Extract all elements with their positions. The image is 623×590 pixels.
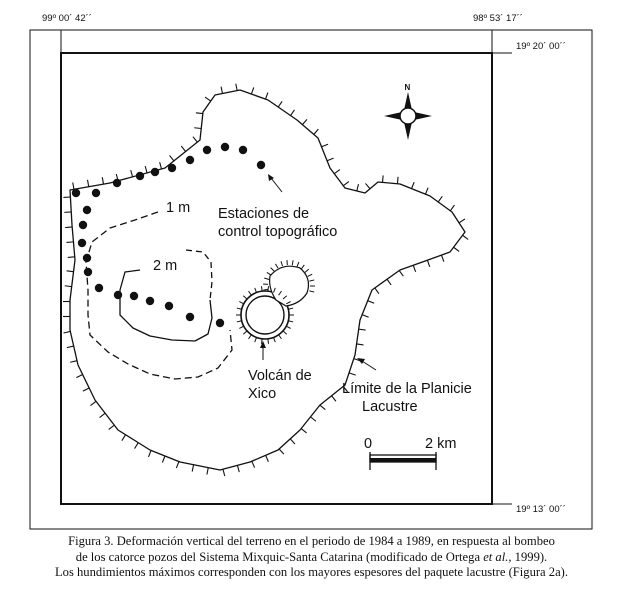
station-dot [84,268,92,276]
volcano-arrow [260,341,266,360]
limit-hachure-tick [236,84,237,91]
station-dot [257,161,265,169]
limit-arrow [357,358,376,370]
limit-hachure-tick [327,158,333,161]
limit-label-line2: Lacustre [362,399,418,415]
scale-end-label: 2 km [425,436,457,452]
limit-hachure-tick [412,182,415,188]
limit-hachure-tick [65,286,72,287]
contour-1m-label: 1 m [166,200,191,216]
station-dot [130,292,138,300]
limit-hachure-tick [67,346,74,348]
station-dot [221,143,229,151]
xico-volcano [236,260,315,344]
volcano-secondary-cone [270,266,309,306]
volcano-hachure-tick [271,268,275,272]
station-dot [83,206,91,214]
limit-hachure-tick [343,182,349,186]
station-dot [186,156,194,164]
limit-hachure-tick [131,170,133,177]
scale-bar [364,436,456,470]
station-dot [151,168,159,176]
caption-line-2 [0,550,623,566]
volcano-hachure-tick [275,264,278,268]
limit-hachure-tick [67,271,74,272]
limit-hachure-tick [357,344,364,345]
station-dot [114,291,122,299]
limit-hachure-tick [83,388,89,391]
limit-hachure-tick [362,315,368,318]
limit-hachure-tick [76,375,82,378]
limit-hachure-tick [192,465,193,472]
caption-line-1: Figura 3. Deformación vertical del terreno en el periodo de 1984 a 1989, en respuesta al bombeo [68,534,555,548]
station-dot [83,254,91,262]
figure-caption [0,534,623,581]
limit-hachure-tick [438,196,442,202]
limit-hachure-tick [413,265,415,272]
limit-hachure-tick [135,443,139,449]
north-arrow [384,83,432,140]
limit-hachure-tick [70,361,77,363]
limit-hachure-tick [181,146,185,151]
north-label: N [404,83,411,92]
limit-hachures [63,84,468,476]
limit-hachure-tick [102,177,103,184]
station-dot [239,146,247,154]
limit-hachure-tick [375,288,379,294]
limit-hachure-tick [359,329,366,330]
volcano-hachure-tick [243,331,247,334]
scale-bar-fill [370,458,436,462]
limit-hachure-tick [176,462,179,468]
volcano-hachure-tick [274,337,276,342]
limit-hachure-tick [205,97,211,101]
figure-frame [30,30,592,529]
limit-hachure-tick [88,180,89,187]
volcano-hachure-tick [297,262,299,267]
limit-hachure-tick [302,119,307,124]
limit-hachure-tick [193,137,197,142]
volcano-label-line1: Volcán de [248,368,312,384]
limit-hachure-tick [332,396,336,401]
limit-hachure-tick [301,429,306,433]
limit-hachure-tick [100,413,106,417]
limit-hachure-tick [314,129,319,134]
limit-hachure-tick [454,247,460,251]
limit-hachure-tick [427,260,429,267]
volcano-hachure-tick [262,286,263,291]
limit-hachure-tick [160,162,162,169]
limit-hachure-tick [66,242,73,243]
station-dot [78,239,86,247]
volcano-hachure-tick [288,308,293,309]
station-dot [146,297,154,305]
station-dot [72,189,80,197]
caption-line-2-italic: et al., [483,549,512,564]
stations-arrow [268,174,282,192]
station-dot [136,172,144,180]
volcano-hachure-tick [249,335,252,339]
volcano-hachure-tick [283,331,287,334]
limit-hachure-tick [266,455,269,461]
volcano-hachure-tick [286,326,290,328]
station-dot [165,302,173,310]
limit-hachure-tick [441,255,443,262]
limit-hachure-tick [223,469,225,476]
limit-hachure-tick [237,465,239,472]
volcano-hachure-tick [237,321,242,322]
limit-hachure-tick [252,461,255,467]
station-dot [203,146,211,154]
limit-hachure-tick [279,449,284,454]
limit-hachure-tick [278,101,282,107]
limit-hachure-tick [397,177,398,184]
limit-hachure-tick [368,301,374,304]
limit-hachure-tick [291,110,295,116]
station-dot [186,313,194,321]
limit-hachure-tick [322,144,328,147]
caption-line-2-a: de los catorce pozos del Sistema Mixquic-Santa Catarina (modificado de Ortega [75,549,484,564]
volcano-hachure-tick [255,337,257,342]
coord-right-bottom: 19º 13´ 00´´ [516,504,566,515]
volcano-hachure-tick [255,288,257,293]
volcano-hachure-tick [239,302,243,304]
limit-hachure-tick [221,87,222,94]
scale-start-label: 0 [364,436,373,452]
volcano-hachure-tick [301,265,304,269]
limit-hachure-tick [251,87,253,94]
volcano-hachure-tick [305,269,309,272]
volcano-hachure-tick [309,280,314,281]
coord-top-right: 98º 53´ 17´´ [473,13,523,24]
volcano-hachure-tick [239,326,243,328]
limit-hachure-tick [65,227,72,228]
volcano-hachure-tick [268,339,269,344]
station-dot [92,189,100,197]
limit-hachure-tick [365,183,370,188]
limit-hachure-tick [320,405,325,409]
volcano-hachure-tick [262,339,263,344]
limit-hachure-tick [194,128,201,129]
limit-hachure-tick [290,439,295,444]
volcano-hachure-tick [243,296,247,299]
limit-hachure-tick [162,456,165,462]
volcano-hachure-tick [249,291,252,295]
volcano-hachure-tick [279,335,282,339]
limit-label-line1: Límite de la Planicie [342,381,472,397]
limit-hachure-tick [196,113,203,114]
limit-hachure-tick [310,417,315,421]
limit-hachure-tick [122,435,126,441]
volcano-hachure-tick [268,286,269,291]
volcano-hachure-tick [308,274,312,276]
station-dot [168,164,176,172]
stations-label-line1: Estaciones de [218,206,310,222]
volcano-hachure-tick [309,291,314,292]
coord-top-left: 99º 00´ 42´´ [42,13,92,24]
north-arrow-center [400,108,416,124]
limit-hachure-tick [387,279,391,285]
volcano-hachure-tick [288,321,293,322]
limit-hachure-tick [90,401,96,405]
limit-hachure-tick [459,219,465,223]
limit-hachure-tick [357,184,359,191]
coord-right-top: 19º 20´ 00´´ [516,41,566,52]
limit-hachure-tick [383,175,384,182]
limit-hachure-tick [170,155,174,160]
volcano-label-line2: Xico [248,386,277,402]
volcano-hachure-tick [237,308,242,309]
limit-hachure-tick [148,450,151,456]
contour-2m-label: 2 m [153,258,178,274]
limit-hachure-tick [266,93,268,100]
station-dot [216,319,224,327]
limit-hachure-tick [145,166,147,173]
station-dot [95,284,103,292]
limit-hachure-tick [64,331,71,333]
station-dot [113,179,121,187]
limit-hachure-tick [109,425,115,429]
contour-2m-dashed [186,250,212,300]
limit-hachure-tick [463,235,469,239]
stations-label-line2: control topográfico [218,224,338,240]
limit-hachure-tick [425,188,428,194]
limit-hachure-tick [399,271,403,277]
volcano-hachure-tick [263,289,268,290]
limit-hachure-tick [334,170,340,174]
limit-hachure-tick [450,205,454,211]
limit-hachure-tick [349,373,356,375]
limit-hachure-tick [207,468,208,475]
volcano-hachure-tick [281,261,283,266]
volcano-hachure-tick [264,278,269,280]
limit-hachure-tick [73,182,74,189]
limit-hachure-tick [68,257,75,258]
volcano-hachure-tick [267,272,271,275]
volcano-hachure-tick [292,260,293,265]
station-dot [79,221,87,229]
caption-line-2-b: 1999). [511,549,548,564]
caption-line-3: Los hundimientos máximos corresponden con los mayores espesores del paquete lacustre (Figura 2a). [54,565,569,579]
